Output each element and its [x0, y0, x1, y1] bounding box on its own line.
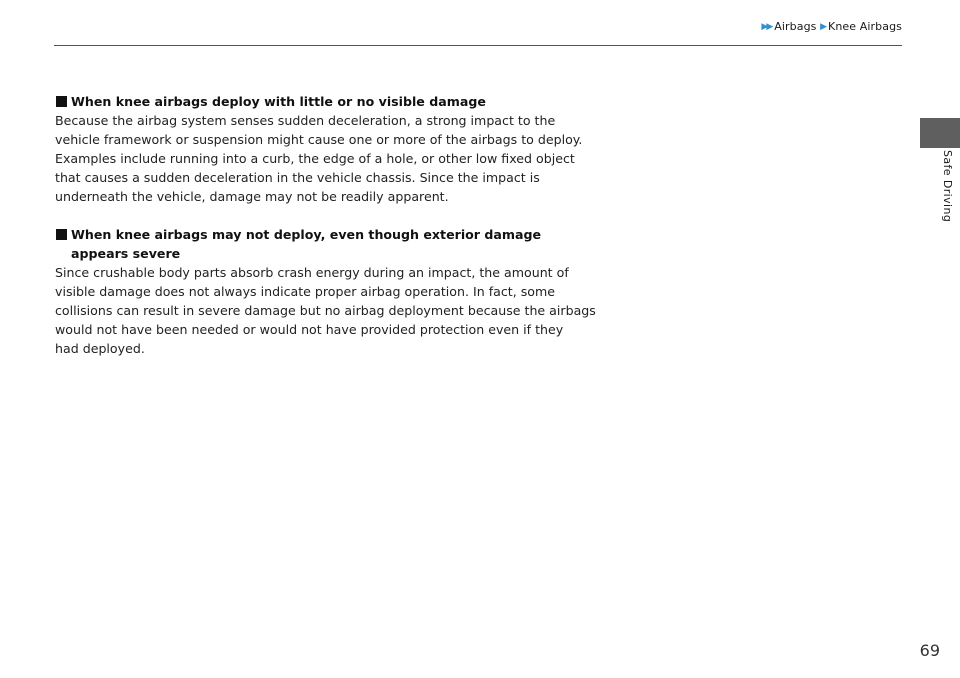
breadcrumb [761, 20, 902, 33]
heading-line: appears severe [71, 246, 181, 261]
breadcrumb-item-knee-airbags[interactable]: Knee Airbags [828, 20, 902, 33]
page-number: 69 [919, 641, 940, 660]
square-bullet-icon [56, 229, 67, 240]
section-heading [55, 225, 595, 263]
header-divider [54, 45, 902, 46]
body-line: Since crushable body parts absorb crash energy during an impact, the amount of [55, 265, 569, 280]
body-line: underneath the vehicle, damage may not be readily apparent. [55, 189, 449, 204]
section-body [55, 263, 595, 358]
breadcrumb-item-airbags[interactable]: Airbags [774, 20, 817, 33]
square-bullet-icon [56, 96, 67, 107]
section-tab-marker [920, 118, 960, 148]
section-body [55, 111, 595, 206]
section-tab-label: Safe Driving [941, 150, 954, 223]
body-line: vehicle framework or suspension might cause one or more of the airbags to deploy. [55, 132, 583, 147]
arrow-icon: ▶ [820, 22, 828, 32]
double-arrow-icon: ▶▶ [761, 22, 772, 32]
heading-line: When knee airbags may not deploy, even though exterior damage [71, 227, 542, 242]
main-content [55, 92, 595, 377]
body-line: Because the airbag system senses sudden deceleration, a strong impact to the [55, 113, 556, 128]
body-line: visible damage does not always indicate proper airbag operation. In fact, some [55, 284, 555, 299]
body-line: would not have been needed or would not have provided protection even if they [55, 322, 564, 337]
body-line: collisions can result in severe damage but no airbag deployment because the airbags [55, 303, 596, 318]
body-line: had deployed. [55, 341, 145, 356]
body-line: Examples include running into a curb, the edge of a hole, or other low fixed object [55, 151, 575, 166]
heading-line: When knee airbags deploy with little or no visible damage [71, 94, 486, 109]
section-heading [55, 92, 595, 111]
body-line: that causes a sudden deceleration in the vehicle chassis. Since the impact is [55, 170, 540, 185]
